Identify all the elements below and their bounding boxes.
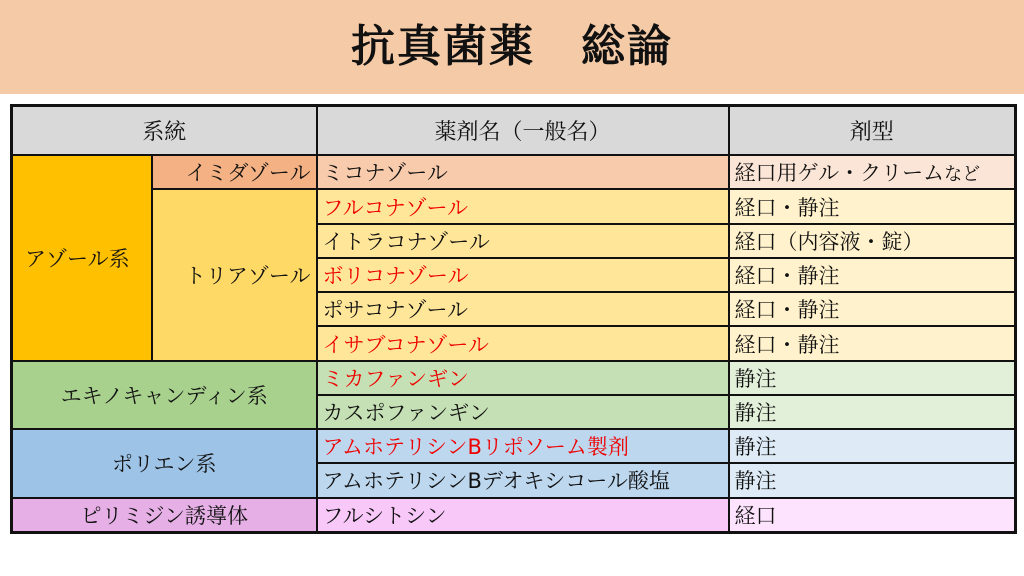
antifungal-table — [10, 104, 1017, 534]
header-drug-name: 薬剤名（一般名） — [317, 106, 729, 156]
form-cell: 静注 — [729, 429, 1016, 463]
group-polyene: ポリエン系 — [12, 429, 317, 497]
drug-cell: フルシトシン — [317, 498, 729, 533]
form-cell: 静注 — [729, 361, 1016, 395]
form-cell: 経口（内容液・錠） — [729, 224, 1016, 258]
drug-cell: アムホテリシンBリポソーム製剤 — [317, 429, 729, 463]
table-header-row — [12, 106, 1016, 156]
table-row — [12, 189, 1016, 223]
header-dosage-form: 剤型 — [729, 106, 1016, 156]
table-row — [12, 498, 1016, 533]
form-cell — [729, 155, 1016, 189]
drug-cell: ボリコナゾール — [317, 258, 729, 292]
drug-cell: ミカファンギン — [317, 361, 729, 395]
form-cell: 経口・静注 — [729, 326, 1016, 360]
group-pyrimidine: ピリミジン誘導体 — [12, 498, 317, 533]
table-row — [12, 429, 1016, 463]
form-cell: 経口 — [729, 498, 1016, 533]
drug-cell: ミコナゾール — [317, 155, 729, 189]
drug-cell: カスポファンギン — [317, 395, 729, 429]
form-cell: 経口・静注 — [729, 258, 1016, 292]
subgroup-imidazole: イミダゾール — [152, 155, 317, 189]
drug-cell: アムホテリシンBデオキシコール酸塩 — [317, 463, 729, 497]
form-text: 経口用ゲル・クリーム — [734, 161, 945, 186]
drug-cell: イトラコナゾール — [317, 224, 729, 258]
drug-cell: フルコナゾール — [317, 189, 729, 223]
group-azole: アゾール系 — [12, 155, 152, 360]
drug-cell: ポサコナゾール — [317, 292, 729, 326]
form-cell: 静注 — [729, 463, 1016, 497]
table-row — [12, 155, 1016, 189]
table-row — [12, 361, 1016, 395]
header-class: 系統 — [12, 106, 317, 156]
page-title: 抗真菌薬 総論 — [351, 21, 673, 72]
form-suffix: など — [944, 164, 981, 186]
form-cell: 静注 — [729, 395, 1016, 429]
form-cell: 経口・静注 — [729, 189, 1016, 223]
drug-cell: イサブコナゾール — [317, 326, 729, 360]
form-cell: 経口・静注 — [729, 292, 1016, 326]
group-echinocandin: エキノキャンディン系 — [12, 361, 317, 429]
subgroup-triazole: トリアゾール — [152, 189, 317, 360]
